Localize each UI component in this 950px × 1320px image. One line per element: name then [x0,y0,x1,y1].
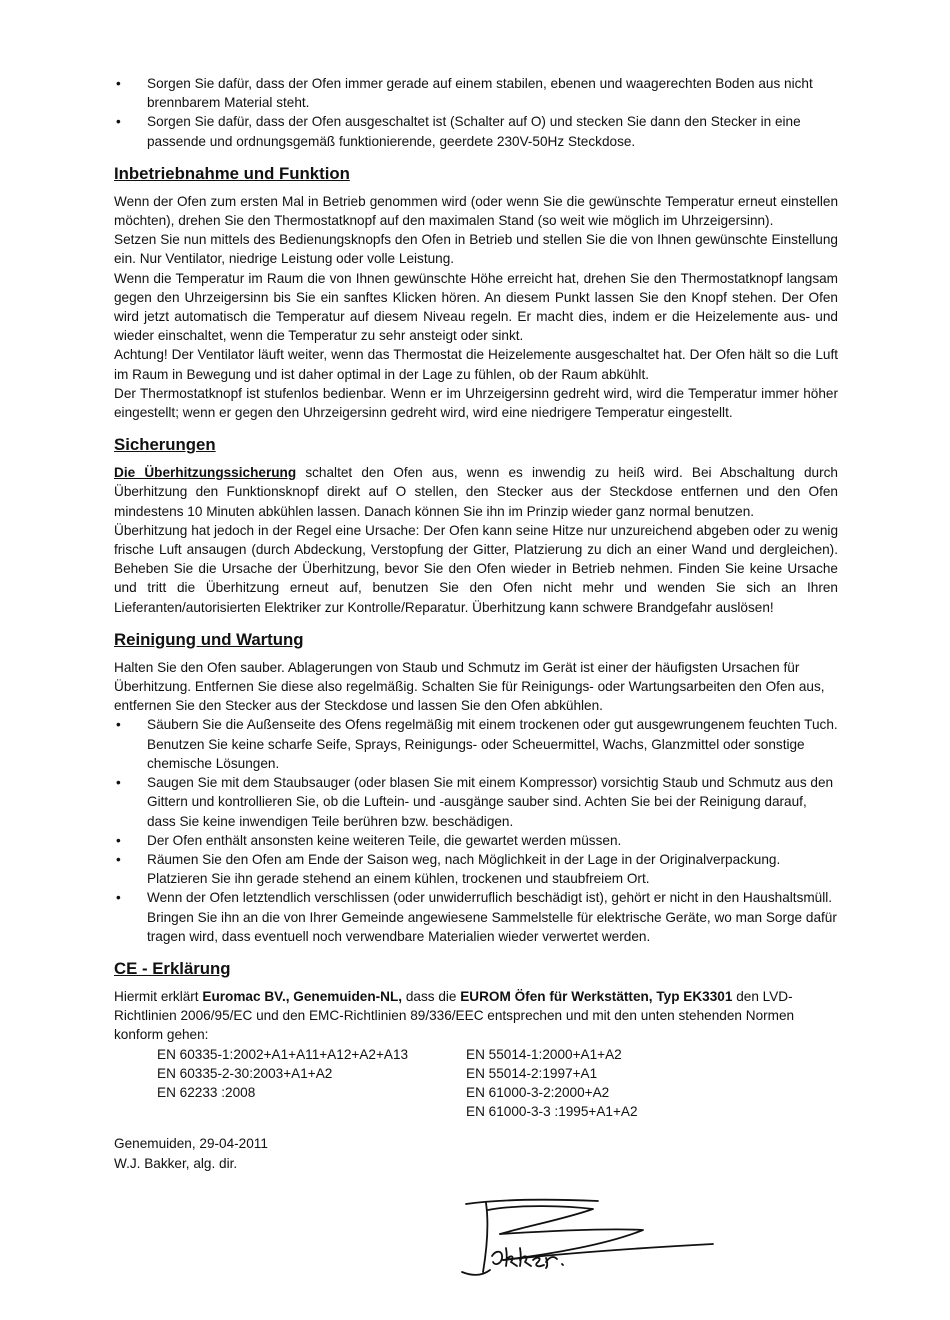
norm-item: EN 55014-1:2000+A1+A2 [466,1046,622,1062]
bullet-icon: • [116,114,121,130]
norms-column-left [114,1045,466,1122]
declaration-text: Hiermit erklärt [114,988,203,1004]
bullet-icon: • [116,832,121,848]
list-item-text: Sorgen Sie dafür, dass der Ofen immer gerade auf einem stabilen, ebenen und waagerechten Boden aus nicht brennbarem Material steht. [147,76,813,111]
closing-block [114,1134,838,1172]
paragraph [114,463,838,521]
bullet-icon: • [116,717,121,733]
norm-item: EN 55014-2:1997+A1 [466,1065,598,1081]
section-heading-operation: Inbetriebnahme und Funktion [114,163,350,183]
list-item-text: Säubern Sie die Außenseite des Ofens regelmäßig mit einem trockenen oder gut ausgewrungenem feuchten Tuch. Benutzen Sie keine scharfe Seife, Sprays, Reinigungs- oder Scheuermittel, Wachs, Glanzmittel oder sonstige chemische Lösungen. [147,717,838,771]
norm-item: EN 60335-1:2002+A1+A11+A12+A2+A13 [157,1046,409,1062]
bullet-icon: • [116,76,121,91]
section-fuses-body [114,463,838,617]
paragraph: Achtung! Der Ventilator läuft weiter, wenn das Thermostat die Heizelemente ausgeschaltet hat. Der Ofen hält so die Luft im Raum in Bewegung und ist daher optimal in der Lage zu fühlen, ob der Raum abkühlt. [114,347,838,382]
signatory-name: W.J. Bakker, alg. dir. [114,1155,238,1171]
norm-item: EN 61000-3-2:2000+A2 [466,1084,610,1100]
product-name: EUROM Öfen für Werkstätten, Typ EK3301 [460,988,733,1004]
declaration-paragraph [114,987,838,1045]
norms-column-right [466,1045,818,1122]
list-item-text: Der Ofen enthält ansonsten keine weiteren Teile, die gewartet werden müssen. [147,832,622,848]
list-item [114,715,838,773]
declaration-text: den LVD-Richtlinien 2006/95/EC und den EMC-Richtlinien 89/336/EEC entsprechen und mit den unten stehenden Normen konform gehen: [114,988,795,1043]
section-operation-body [114,192,838,422]
list-item-text: Wenn der Ofen letztendlich verschlissen (oder unwiderruflich beschädigt ist), gehört er nicht in den Haushaltsmüll. Bringen Sie ihn an die von Ihrer Gemeinde angewiesene Sammelstelle für elektrische Geräte, wo man Sorge dafür tragen wird, dass eventuell noch verwendbare Materialien wieder verwertet werden. [147,890,837,944]
list-item [114,112,838,150]
bullet-icon: • [116,890,121,906]
norm-item: EN 61000-3-3 :1995+A1+A2 [466,1104,638,1120]
list-item [114,831,838,850]
list-item-text: Sorgen Sie dafür, dass der Ofen ausgeschaltet ist (Schalter auf O) und stecken Sie dann den Stecker in eine passende und ordnungsgemäß funktionierende, geerdete 230V-50Hz Steckdose. [147,114,801,149]
norms-list [114,1045,838,1122]
company-name: Euromac BV., Genemuiden-NL, [202,988,403,1004]
bullet-icon: • [116,775,121,791]
overheat-protection-term: Die Überhitzungssicherung [114,465,297,481]
bullet-icon: • [116,851,121,867]
cleaning-bullet-list [114,715,838,945]
section-heading-cleaning: Reinigung und Wartung [114,629,304,649]
list-item-text: Räumen Sie den Ofen am Ende der Saison weg, nach Möglichkeit in der Lage in der Originalverpackung. Platzieren Sie ihn gerade stehend an einem kühlen, trockenen und staubfreiem Ort. [147,851,781,887]
section-heading-fuses: Sicherungen [114,435,216,455]
paragraph: Wenn der Ofen zum ersten Mal in Betrieb genommen wird (oder wenn Sie die gewünschte Temperatur erneut einstellen möchten), drehen Sie den Thermostatknopf auf den maximalen Stand (so weit wie möglich im Uhrzeigersinn). [114,193,838,229]
list-item-text: Saugen Sie mit dem Staubsauger (oder blasen Sie mit einem Kompressor) vorsichtig Staub und Schmutz aus den Gittern und kontrollieren Sie, ob die Luftein- und -ausgänge sauber sind. Achten Sie bei der Reinigung darauf, dass Sie keine inwendigen Teile berühren bzw. beschädigen. [147,775,834,829]
declaration-text: dass die [402,988,461,1004]
paragraph: Der Thermostatknopf ist stufenlos bedienbar. Wenn er im Uhrzeigersinn gedreht wird, wird die Temperatur immer höher eingestellt; wenn er gegen den Uhrzeigersinn gedreht wird, wird eine niedrigere Temperatur eingestellt. [114,385,838,421]
paragraph: Überhitzung hat jedoch in der Regel eine Ursache: Der Ofen kann seine Hitze nur unzureichend abgeben oder zu wenig frische Luft ansaugen (durch Abdeckung, Verstopfung der Gitter, Platzierung zu dich an einer Wand und dergleichen). Beheben Sie die Ursache der Überhitzung, bevor Sie den Ofen wieder in Betrieb nehmen. Finden Sie keine Ursache und tritt die Überhitzung erneut auf, benutzen Sie den Ofen nicht mehr und wenden Sie sich an Ihren Lieferanten/autorisierten Elektriker zur Kontrolle/Reparatur. Überhitzung kann schwere Brandgefahr auslösen! [114,522,838,615]
handwritten-signature [458,1190,728,1286]
paragraph: Setzen Sie nun mittels des Bedienungsknopfs den Ofen in Betrieb und stellen Sie die von Ihnen gewünschte Einstellung ein. Nur Ventilator, niedrige Leistung oder volle Leistung. [114,232,838,267]
list-item [114,850,838,888]
place-date: Genemuiden, 29-04-2011 [114,1136,268,1152]
list-item [114,74,838,112]
list-item [114,773,838,831]
paragraph: Wenn die Temperatur im Raum die von Ihnen gewünschte Höhe erreicht hat, drehen Sie den Thermostatknopf langsam gegen den Uhrzeigersinn bis Sie ein sanftes Klicken hören. An diesem Punkt lassen Sie den Knopf stehen. Der Ofen wird jetzt automatisch die Temperatur auf diesem Niveau regeln. Er macht dies, indem er die Heizelemente aus- und wieder einschaltet, wenn die Temperatur zu sehr ansteigt oder sinkt. [114,270,838,344]
norm-item: EN 62233 :2008 [157,1084,256,1100]
section-heading-ce-declaration: CE - Erklärung [114,958,231,978]
document-body [114,74,838,1173]
norm-item: EN 60335-2-30:2003+A1+A2 [157,1065,333,1081]
paragraph: Halten Sie den Ofen sauber. Ablagerungen von Staub und Schmutz im Gerät ist einer der häufigsten Ursachen für Überhitzung. Entfernen Sie diese also regelmäßig. Schalten Sie für Reinigungs- oder Wartungsarbeiten den Ofen aus, entfernen Sie den Stecker aus der Steckdose und lassen Sie den Ofen abkühlen. [114,659,825,714]
list-item [114,888,838,946]
paragraph-text: schaltet den Ofen aus, wenn es inwendig zu heiß wird. Bei Abschaltung durch Überhitzung den Funktionsknopf direkt auf O stellen, den Stecker aus der Steckdose entfernen und den Ofen mindestens 10 Minuten abkühlen lassen. Danach können Sie ihn im Prinzip wieder ganz normal benutzen. [114,465,838,519]
intro-bullet-list [114,74,838,151]
